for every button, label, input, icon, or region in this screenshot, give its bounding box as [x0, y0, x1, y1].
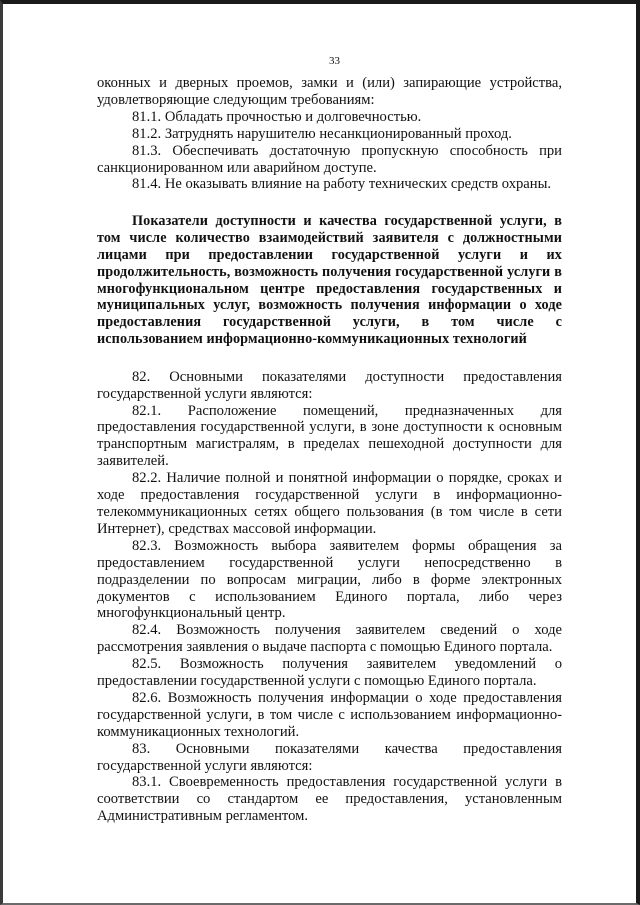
page-content	[97, 54, 562, 825]
paragraph-82: 82. Основными показателями доступности предоставления государственной услуги являются:	[97, 368, 562, 402]
paragraph-81-4: 81.4. Не оказывать влияние на работу технических средств охраны.	[132, 176, 552, 193]
page-number: 33	[329, 55, 340, 67]
paragraph-82-2: 82.2. Наличие полной и понятной информации о порядке, сроках и ходе предоставления государственной услуги в информационно-телекоммуникационных сетях общего пользования (в том числе в сети Интернет), средствах массовой информации.	[97, 470, 562, 537]
paragraph-81-1: 81.1. Обладать прочностью и долговечностью.	[132, 108, 422, 125]
paragraph-83-1: 83.1. Своевременность предоставления государственной услуги в соответствии со стандартом ее предоставления, установленным Административным регламентом.	[97, 774, 562, 825]
section-heading: Показатели доступности и качества государственной услуги, в том числе количество взаимодействий заявителя с должностными лицами при предоставлении государственной услуги и их продолжительность, возможность получения государственной услуги в многофункциональном центре предоставления государственных и муниципальных услуг, возможность получения информации о ходе предоставления государственной услуги, в том числе с использованием информационно-коммуникационных технологий	[97, 213, 562, 347]
paragraph-82-1: 82.1. Расположение помещений, предназначенных для предоставления государственной услуги, в зоне доступности к основным транспортным магистралям, в пределах пешеходной доступности для заявителей.	[97, 402, 562, 470]
paragraph-81-3: 81.3. Обеспечивать достаточную пропускную способность при санкционированном или аварийном доступе.	[97, 142, 562, 176]
paragraph-82-4: 82.4. Возможность получения заявителем сведений о ходе рассмотрения заявления о выдаче паспорта с помощью Единого портала.	[97, 622, 562, 656]
paragraph-83: 83. Основными показателями качества предоставления государственной услуги являются:	[97, 740, 562, 774]
paragraph-82-5: 82.5. Возможность получения заявителем уведомлений о предоставлении государственной услуги с помощью Единого портала.	[97, 656, 562, 690]
paragraph-82-6: 82.6. Возможность получения информации о ходе предоставления государственной услуги, в том числе с использованием информационно-коммуникационных технологий.	[97, 689, 562, 740]
paragraph-81-2: 81.2. Затруднять нарушителю несанкционированный проход.	[132, 125, 512, 142]
paragraph-continuation: оконных и дверных проемов, замки и (или) запирающие устройства, удовлетворяющие следующим требованиям:	[97, 75, 562, 108]
paragraph-82-3: 82.3. Возможность выбора заявителем формы обращения за предоставлением государственной услуги непосредственно в подразделении по вопросам миграции, либо в форме электронных документов с использованием Единого портала, либо через многофункциональный центр.	[97, 537, 562, 622]
